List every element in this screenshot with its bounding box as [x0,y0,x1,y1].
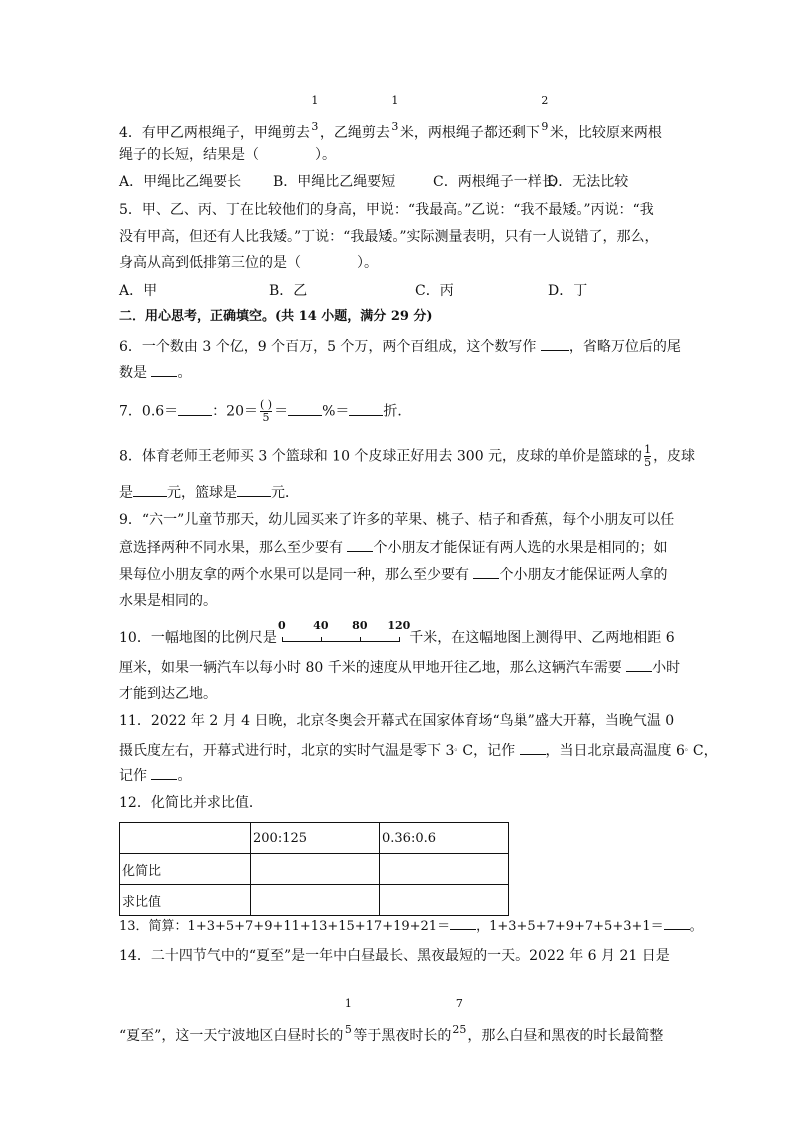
q7-blank-2[interactable] [288,401,322,416]
q11-blank-1[interactable] [520,740,546,755]
q11-text-2a: 摄氏度左右，开幕式进行时，北京的实时气温是零下 3 [119,743,455,759]
q11-text-2d: C， [692,743,718,759]
q10-scale-label: 120 [387,619,411,632]
q9-text-2b: 个小朋友才能保证有两人选的水果是相同的；如 [373,540,668,556]
q9-line1: 9．“六一”儿童节那天，幼儿园买来了许多的苹果、桃子、桔子和香蕉，每个小朋友可以任 [119,512,675,528]
q14-line1: 14．二十四节气中的“夏至”是一年中白昼最长、黑夜最短的一天。2022 年 6 月 21 日是 [119,948,670,964]
q8-text-a: 8．体育老师王老师买 3 个篮球和 10 个皮球正好用去 300 元，皮球的单价是篮球的 [119,448,643,465]
q9-blank-1[interactable] [347,537,373,552]
q10-text-a: 10．一幅地图的比例尺是 [119,630,277,646]
q7-fraction [260,399,272,424]
q6-blank-2[interactable] [151,362,177,377]
q4-fraction-2-num: 1 [391,94,399,107]
q9-text-3b: 个小朋友才能保证两人拿的 [499,567,668,583]
q4-line1 [119,94,662,143]
q11-degree-sign: 。 [684,743,693,752]
table-row [120,823,509,854]
q10-line3: 才能到达乙地。 [119,686,217,702]
q11-text-3b: 。 [177,768,192,784]
q14-fraction-1-num: 1 [344,997,352,1010]
q4-fraction-1-den: 3 [311,120,319,133]
q13-text-c: 。 [689,919,703,934]
q14-fraction-2-num: 7 [455,997,463,1010]
q8-line1 [119,444,695,469]
q5-option-d: D．丁 [548,283,588,299]
q11-line3 [119,765,191,786]
q12-answer-cell[interactable] [380,854,509,885]
q11-line2 [119,738,718,761]
q13-blank-1[interactable] [450,915,476,930]
q9-text-3a: 果每位小朋友拿的两个水果可以是同一种，那么至少要有 [119,567,469,583]
q10-scale-label: 0 [278,619,286,632]
q10-text-2b: 小时 [652,660,681,676]
q9-line2 [119,537,667,558]
q8-blank-1[interactable] [133,482,167,497]
q4-fraction-3 [540,94,550,137]
q5-option-a: A．甲 [119,283,158,299]
q7-text-d: %＝ [322,403,350,420]
q14-fraction-1 [343,997,353,1040]
q8-text-b: ，皮球 [653,448,696,465]
q14-text-a: “夏至”，这一天宁波地区白昼时长的 [119,1028,344,1044]
q7-fraction-num[interactable]: ( ) [260,398,273,411]
q8-fraction-num: 1 [644,443,652,456]
q10-line2 [119,657,680,678]
q12-header-2: 0.36:0.6 [380,823,509,854]
q6-text-d: 。 [177,365,192,381]
q14-fraction-2-den: 25 [452,1023,467,1036]
q10-text-b: 千米，在这幅地图上测得甲、乙两地相距 6 [409,630,675,646]
q4-text-a: 4．有甲乙两根绳子，甲绳剪去 [119,125,310,141]
q12-header-empty [120,823,251,854]
q11-text-2b: C，记作 [462,743,516,759]
q6-blank-1[interactable] [541,336,569,351]
q13-text-b: ，1+3+5+7+9+7+5+3+1＝ [476,919,664,934]
q14-fraction-2 [451,997,467,1040]
q5-line3: 身高从高到低排第三位的是（ ）。 [119,255,378,271]
q9-blank-2[interactable] [473,564,499,579]
q4-fraction-2-den: 3 [391,120,399,133]
q7-blank-1[interactable] [178,401,212,416]
q6-text-a: 6．一个数由 3 个亿，9 个百万，5 个万，两个百组成，这个数写作 [119,339,537,355]
q9-line4: 水果是相同的。 [119,593,217,609]
q4-text-b: ，乙绳剪去 [319,125,390,141]
q12-row-label: 求比值 [120,885,251,916]
q7-text-e: 折． [383,403,412,420]
q6-line1 [119,336,681,357]
q9-text-2a: 意选择两种不同水果，那么至少要有 [119,540,343,556]
q14-text-c: ，那么白昼和黑夜的时长最简整 [467,1028,664,1044]
q11-blank-2[interactable] [151,765,177,780]
q4-fraction-3-num: 2 [541,94,549,107]
q4-fraction-3-den: 9 [541,120,549,133]
q4-option-d: D．无法比较 [547,174,629,190]
q8-blank-2[interactable] [237,482,271,497]
q4-fraction-1 [310,94,320,137]
q6-text-c: 数是 [119,365,147,381]
q14-line2 [119,997,664,1046]
q4-text-d: 米，比较原来两根 [549,125,662,141]
q4-option-c: C．两根绳子一样长 [433,174,556,190]
q11-degree-sign: 。 [454,743,463,752]
q5-option-b: B．乙 [269,283,308,299]
q4-option-b: B．甲绳比乙绳要短 [273,174,396,190]
q7-text-b: ：20＝ [212,403,258,420]
q12-header-1: 200:125 [251,823,380,854]
q5-line2: 没有甲高，但还有人比我矮。”丁说：“我最矮。”实际测量表明，只有一人说错了，那么， [119,229,659,245]
q8-text-e: 元． [271,485,299,501]
q10-scale-tick [399,637,400,642]
q10-scale-bar [277,619,411,648]
q8-fraction-den: 5 [644,456,652,469]
q12-answer-cell[interactable] [251,854,380,885]
q10-blank[interactable] [626,657,652,672]
q4-fraction-2 [390,94,400,137]
q5-option-c: C．丙 [415,283,454,299]
q4-text-c: 米，两根绳子都还剩下 [399,125,540,141]
q13-text-a: 13．简算：1+3+5+7+9+11+13+15+17+19+21＝ [119,919,451,934]
q7-line [119,399,411,424]
q7-blank-3[interactable] [349,401,383,416]
q12-table [119,822,509,916]
table-row [120,854,509,885]
q14-text-b: 等于黑夜时长的 [353,1028,452,1044]
q12-row-label: 化简比 [120,854,251,885]
table-row [120,885,509,916]
q7-fraction-den: 5 [260,411,272,424]
q4-fraction-1-num: 1 [311,94,319,107]
q10-scale-tick [360,637,361,642]
q8-text-c: 是 [119,485,133,501]
section-2-heading: 二．用心思考，正确填空。(共 14 小题，满分 29 分) [119,309,433,324]
q4-option-a: A．甲绳比乙绳要长 [119,174,242,190]
q13-line [119,915,703,937]
q10-scale-label: 80 [352,619,368,632]
q4-line2: 绳子的长短，结果是（ ）。 [119,147,336,163]
q10-scale-tick [282,637,283,642]
q7-text-a: 7．0.6＝ [119,403,179,420]
q11-line1: 11．2022 年 2 月 4 日晚，北京冬奥会开幕式在国家体育场“鸟巢”盛大开幕，当晚气温 0 [119,713,675,729]
q5-line1: 5．甲、乙、丙、丁在比较他们的身高，甲说：“我最高。”乙说：“我不最矮。”丙说：“我 [119,202,654,218]
q11-text-3a: 记作 [119,768,147,784]
q13-blank-2[interactable] [664,915,690,930]
q6-line2 [119,362,191,383]
q10-text-2: 厘米，如果一辆汽车以每小时 80 千米的速度从甲地开往乙地，那么这辆汽车需要 [119,660,622,676]
q8-text-d: 元，篮球是 [167,485,237,501]
q10-line1 [119,619,675,648]
q10-scale-tick [321,637,322,642]
q8-line2 [119,482,299,503]
q9-line3 [119,564,667,585]
q10-scale-line [282,641,400,642]
q12-answer-cell[interactable] [380,885,509,916]
q11-text-2c: ，当日北京最高温度 6 [545,743,685,759]
q14-fraction-1-den: 5 [344,1023,352,1036]
q7-text-c: ＝ [274,403,289,420]
q6-text-b: ，省略万位后的尾 [568,339,681,355]
q8-fraction [644,444,651,469]
q12-title: 12．化简比并求比值． [119,795,263,811]
q12-answer-cell[interactable] [251,885,380,916]
q10-scale-label: 40 [313,619,329,632]
